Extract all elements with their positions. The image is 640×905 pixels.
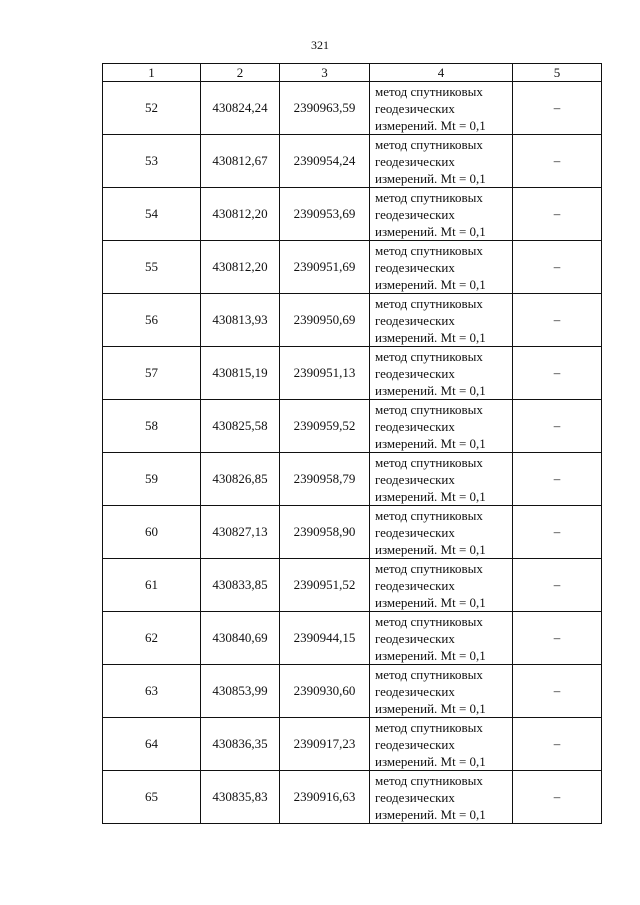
note-cell: – [513,665,602,718]
x-coordinate-cell: 430812,67 [201,135,280,188]
point-number-cell: 63 [103,665,201,718]
method-text-line: метод спутниковых [375,401,483,417]
method-text-line: измерений. Mt = 0,1 [375,382,486,398]
method-cell [370,82,513,135]
y-coordinate-cell: 2390958,90 [280,506,370,559]
note-cell: – [513,771,602,824]
x-coordinate-cell: 430853,99 [201,665,280,718]
method-cell [370,188,513,241]
y-coordinate-cell: 2390917,23 [280,718,370,771]
x-coordinate-cell: 430840,69 [201,612,280,665]
method-text-line: измерений. Mt = 0,1 [375,753,486,769]
method-cell [370,241,513,294]
method-text-line: измерений. Mt = 0,1 [375,170,486,186]
method-cell [370,506,513,559]
page-number: 321 [311,38,329,52]
method-text-line: геодезических [375,365,455,381]
point-number-cell: 56 [103,294,201,347]
table-row [103,82,602,135]
point-number-cell: 57 [103,347,201,400]
y-coordinate-cell: 2390944,15 [280,612,370,665]
method-text-line: метод спутниковых [375,613,483,629]
method-cell [370,294,513,347]
note-cell: – [513,294,602,347]
note-cell: – [513,347,602,400]
method-text-line: метод спутниковых [375,348,483,364]
method-text-line: метод спутниковых [375,719,483,735]
method-text-line: геодезических [375,259,455,275]
y-coordinate-cell: 2390950,69 [280,294,370,347]
x-coordinate-cell: 430835,83 [201,771,280,824]
y-coordinate-cell: 2390951,69 [280,241,370,294]
method-text-line: измерений. Mt = 0,1 [375,435,486,451]
coordinates-table [102,63,602,824]
table-row [103,559,602,612]
method-cell [370,453,513,506]
point-number-cell: 52 [103,82,201,135]
note-cell: – [513,188,602,241]
y-coordinate-cell: 2390930,60 [280,665,370,718]
point-number-cell: 65 [103,771,201,824]
note-cell: – [513,506,602,559]
y-coordinate-cell: 2390951,52 [280,559,370,612]
method-text-line: метод спутниковых [375,189,483,205]
point-number-cell: 62 [103,612,201,665]
note-cell: – [513,453,602,506]
note-cell: – [513,559,602,612]
y-coordinate-cell: 2390959,52 [280,400,370,453]
method-text-line: геодезических [375,418,455,434]
table-row [103,135,602,188]
y-coordinate-cell: 2390958,79 [280,453,370,506]
method-text-line: геодезических [375,100,455,116]
method-text-line: геодезических [375,683,455,699]
table-row [103,294,602,347]
method-cell [370,347,513,400]
column-header-2: 2 [201,64,280,82]
method-text-line: измерений. Mt = 0,1 [375,700,486,716]
column-header-1: 1 [103,64,201,82]
note-cell: – [513,400,602,453]
method-text-line: измерений. Mt = 0,1 [375,647,486,663]
method-text-line: измерений. Mt = 0,1 [375,541,486,557]
y-coordinate-cell: 2390916,63 [280,771,370,824]
y-coordinate-cell: 2390954,24 [280,135,370,188]
method-text-line: метод спутниковых [375,507,483,523]
method-text-line: метод спутниковых [375,295,483,311]
table-row [103,453,602,506]
method-text-line: измерений. Mt = 0,1 [375,806,486,822]
method-text-line: метод спутниковых [375,242,483,258]
point-number-cell: 53 [103,135,201,188]
note-cell: – [513,718,602,771]
table-row [103,347,602,400]
point-number-cell: 55 [103,241,201,294]
point-number-cell: 54 [103,188,201,241]
method-text-line: метод спутниковых [375,666,483,682]
table-row [103,771,602,824]
method-text-line: геодезических [375,577,455,593]
method-text-line: измерений. Mt = 0,1 [375,329,486,345]
table-row [103,400,602,453]
x-coordinate-cell: 430812,20 [201,188,280,241]
method-text-line: геодезических [375,206,455,222]
method-text-line: геодезических [375,153,455,169]
method-text-line: измерений. Mt = 0,1 [375,276,486,292]
table-row [103,241,602,294]
y-coordinate-cell: 2390953,69 [280,188,370,241]
x-coordinate-cell: 430833,85 [201,559,280,612]
method-text-line: измерений. Mt = 0,1 [375,117,486,133]
x-coordinate-cell: 430826,85 [201,453,280,506]
table-row [103,612,602,665]
table-row [103,718,602,771]
x-coordinate-cell: 430813,93 [201,294,280,347]
x-coordinate-cell: 430827,13 [201,506,280,559]
x-coordinate-cell: 430825,58 [201,400,280,453]
y-coordinate-cell: 2390951,13 [280,347,370,400]
column-header-4: 4 [370,64,513,82]
method-text-line: геодезических [375,471,455,487]
point-number-cell: 60 [103,506,201,559]
method-text-line: геодезических [375,736,455,752]
method-cell [370,665,513,718]
x-coordinate-cell: 430836,35 [201,718,280,771]
point-number-cell: 64 [103,718,201,771]
method-cell [370,559,513,612]
y-coordinate-cell: 2390963,59 [280,82,370,135]
table-row [103,506,602,559]
x-coordinate-cell: 430815,19 [201,347,280,400]
note-cell: – [513,82,602,135]
x-coordinate-cell: 430812,20 [201,241,280,294]
table-row [103,188,602,241]
method-text-line: измерений. Mt = 0,1 [375,488,486,504]
method-text-line: метод спутниковых [375,772,483,788]
method-cell [370,771,513,824]
method-text-line: метод спутниковых [375,560,483,576]
table-body [103,82,602,824]
method-cell [370,400,513,453]
method-text-line: геодезических [375,789,455,805]
point-number-cell: 59 [103,453,201,506]
method-text-line: геодезических [375,630,455,646]
note-cell: – [513,612,602,665]
table-row [103,665,602,718]
method-text-line: метод спутниковых [375,136,483,152]
point-number-cell: 61 [103,559,201,612]
method-cell [370,718,513,771]
table-header-row [103,64,602,82]
x-coordinate-cell: 430824,24 [201,82,280,135]
method-text-line: метод спутниковых [375,83,483,99]
method-text-line: измерений. Mt = 0,1 [375,223,486,239]
method-cell [370,135,513,188]
method-text-line: измерений. Mt = 0,1 [375,594,486,610]
note-cell: – [513,135,602,188]
point-number-cell: 58 [103,400,201,453]
method-text-line: геодезических [375,524,455,540]
column-header-3: 3 [280,64,370,82]
method-text-line: метод спутниковых [375,454,483,470]
method-text-line: геодезических [375,312,455,328]
note-cell: – [513,241,602,294]
method-cell [370,612,513,665]
column-header-5: 5 [513,64,602,82]
